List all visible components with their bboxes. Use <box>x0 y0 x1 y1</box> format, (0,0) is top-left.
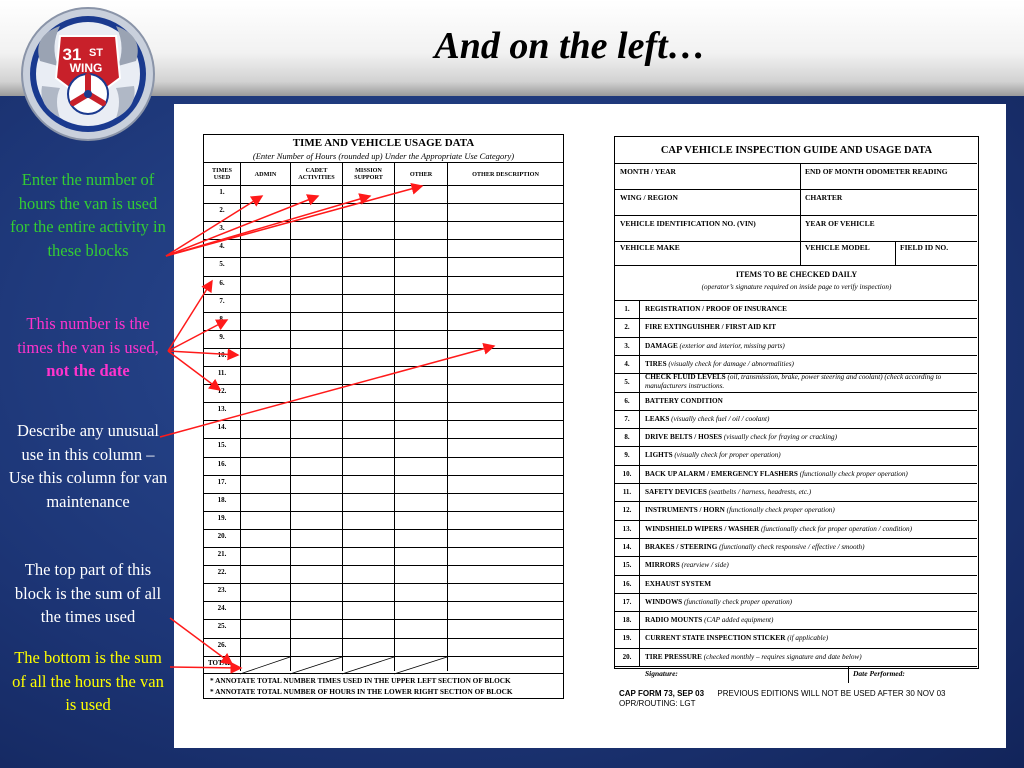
note-times-used-text: This number is the times the van is used, <box>17 314 159 357</box>
col-header-other: OTHER <box>395 163 448 185</box>
usage-row <box>204 457 563 475</box>
item-label: SAFETY DEVICES <box>645 488 707 496</box>
total-diagonals <box>204 657 563 675</box>
note-hours-blocks: Enter the number of hours the van is used for the entire activity in these blocks <box>10 170 166 260</box>
field-charter: CHARTER <box>805 193 843 202</box>
item-divider <box>615 666 977 667</box>
item-hint: (if applicable) <box>787 634 829 643</box>
usage-row <box>204 402 563 420</box>
item-hint: (visually check for damage / abnormalities) <box>668 359 794 368</box>
note-bottom-hours-sum: The bottom is the sum of all the hours the van is used <box>12 648 164 714</box>
item-divider <box>615 428 977 429</box>
row-number: 15. <box>217 441 227 450</box>
usage-row <box>204 493 563 511</box>
usage-row <box>204 330 563 348</box>
usage-form-footnotes <box>210 675 513 697</box>
usage-row <box>204 565 563 583</box>
note-describe-unusual-use: Describe any unusual use in this column – Use this column for van maintenance <box>8 421 168 511</box>
col-divider <box>342 163 343 671</box>
usage-row <box>204 221 563 239</box>
row-number: 1. <box>219 188 225 196</box>
daily-check-title: ITEMS TO BE CHECKED DAILY <box>735 270 858 279</box>
item-divider <box>615 318 977 319</box>
row-number: 16. <box>217 459 227 468</box>
usage-row <box>204 185 563 203</box>
signature-label: Signature: <box>645 669 678 678</box>
item-hint: (rearview / side) <box>681 561 729 570</box>
row-number: 5. <box>219 260 225 269</box>
row-number: 21. <box>217 550 227 558</box>
item-hint: (visually check fuel / oil / coolant) <box>671 414 770 423</box>
inspection-item <box>645 451 970 460</box>
row-number: 7. <box>219 296 225 305</box>
form-number-footer <box>619 689 945 698</box>
item-divider <box>615 483 977 484</box>
item-hint: (CAP added equipment) <box>704 616 774 625</box>
item-hint: (exterior and interior, missing parts) <box>679 341 785 350</box>
usage-row <box>204 619 563 637</box>
usage-row <box>204 239 563 257</box>
item-number: 20. <box>622 652 632 661</box>
item-label: DRIVE BELTS / HOSES <box>645 433 723 442</box>
inspection-item <box>645 543 970 552</box>
usage-row <box>204 312 563 330</box>
item-divider <box>615 446 977 447</box>
logo-number: 31 <box>62 45 82 64</box>
item-number: 7. <box>624 414 630 423</box>
item-divider <box>615 410 977 411</box>
row-number: 10. <box>217 350 227 359</box>
usage-row <box>204 294 563 312</box>
item-label: EXHAUST SYSTEM <box>645 579 711 588</box>
item-hint: (oil, transmission, brake, power steering and coolant) (check according to manufacturers instructions. <box>645 373 942 390</box>
usage-row <box>204 438 563 456</box>
item-number: 5. <box>624 378 630 387</box>
item-label: TIRE PRESSURE <box>645 652 702 661</box>
row-number: 4. <box>219 242 225 251</box>
item-number: 16. <box>622 579 632 588</box>
field-wing-region: WING / REGION <box>620 193 678 202</box>
item-label: INSTRUMENTS / HORN <box>645 506 725 515</box>
divider <box>848 667 849 683</box>
field-vin: VEHICLE IDENTIFICATION NO. (VIN) <box>620 219 756 228</box>
col-divider <box>240 163 241 671</box>
row-number: 11. <box>217 369 227 377</box>
item-label: CURRENT STATE INSPECTION STICKER <box>645 634 786 643</box>
row-number: 8. <box>219 314 225 323</box>
col-divider <box>447 163 448 671</box>
item-label: TIRES <box>645 359 667 368</box>
note-times-used-emphasis: not the date <box>46 361 130 380</box>
usage-row <box>204 203 563 221</box>
note-times-used <box>8 312 168 383</box>
item-label: BATTERY CONDITION <box>645 396 723 405</box>
field-odometer: END OF MONTH ODOMETER READING <box>805 167 948 176</box>
inspection-item <box>645 342 970 351</box>
usage-table <box>204 162 563 671</box>
item-hint: (functionally check proper operation) <box>799 469 908 478</box>
field-field-id: FIELD ID NO. <box>900 243 949 252</box>
item-divider <box>615 520 977 521</box>
item-number: 9. <box>624 451 630 460</box>
usage-row <box>204 475 563 493</box>
col-header-times-used: TIMES USED <box>204 163 241 185</box>
field-month-year: MONTH / YEAR <box>620 167 676 176</box>
item-number: 10. <box>622 469 632 478</box>
row-number: 26. <box>217 640 227 649</box>
item-number: 2. <box>624 323 630 332</box>
item-hint: (visually check for fraying or cracking) <box>723 433 838 442</box>
row-number: 23. <box>217 586 227 595</box>
item-label: DAMAGE <box>645 341 678 350</box>
item-divider <box>615 556 977 557</box>
item-hint: (functionally check proper operation) <box>683 597 793 606</box>
row-number: 13. <box>217 405 227 414</box>
item-divider <box>615 538 977 539</box>
usage-row <box>204 366 563 384</box>
time-vehicle-usage-form <box>203 134 564 699</box>
col-header-cadet-activities: CADET ACTIVITIES <box>291 163 343 185</box>
item-label: LIGHTS <box>645 451 673 460</box>
divider <box>615 265 977 266</box>
divider <box>895 241 896 265</box>
inspection-item <box>645 373 970 390</box>
divider <box>615 241 977 242</box>
item-divider <box>615 392 977 393</box>
usage-row <box>204 348 563 366</box>
item-label: REGISTRATION / PROOF OF INSURANCE <box>645 305 787 313</box>
item-number: 13. <box>622 524 632 533</box>
inspection-item <box>645 525 970 534</box>
divider <box>800 163 801 265</box>
row-number: 17. <box>217 477 227 486</box>
inspection-item <box>645 488 970 497</box>
field-model: VEHICLE MODEL <box>805 243 870 252</box>
item-number: 18. <box>622 616 632 625</box>
item-label: FIRE EXTINGUISHER / FIRST AID KIT <box>645 323 777 332</box>
item-divider <box>615 629 977 630</box>
col-header-mission-support: MISSION SUPPORT <box>343 163 395 185</box>
row-number: 3. <box>219 224 225 233</box>
item-number: 3. <box>624 341 630 350</box>
usage-row <box>204 583 563 601</box>
divider <box>615 189 977 190</box>
item-number: 6. <box>624 396 630 405</box>
opr-routing: OPR/ROUTING: LGT <box>619 699 696 708</box>
col-header-admin: ADMIN <box>241 163 291 185</box>
item-label: BACK UP ALARM / EMERGENCY FLASHERS <box>645 469 798 478</box>
inspection-item <box>645 360 970 369</box>
col-divider <box>290 163 291 671</box>
item-number: 1. <box>624 305 630 313</box>
item-divider <box>615 355 977 356</box>
inspection-item <box>645 634 970 643</box>
wing-logo <box>20 6 156 142</box>
logo-word: WING <box>69 61 103 75</box>
item-number: 14. <box>622 542 632 551</box>
item-hint: (checked monthly – requires signature and date below) <box>703 652 862 661</box>
usage-row <box>204 547 563 565</box>
row-number: 9. <box>219 332 225 341</box>
inspection-item <box>645 397 970 406</box>
usage-row <box>204 420 563 438</box>
inspection-form-title: CAP VEHICLE INSPECTION GUIDE AND USAGE DATA <box>660 145 933 156</box>
item-hint: (functionally check for proper operation / condition) <box>760 524 913 533</box>
inspection-item <box>645 506 970 515</box>
item-number: 4. <box>624 359 630 368</box>
logo-suffix: ST <box>88 47 104 59</box>
item-divider <box>615 648 977 649</box>
item-hint: (visually check for proper operation) <box>674 451 781 460</box>
usage-row <box>204 511 563 529</box>
slide-title: And on the left… <box>434 25 706 67</box>
inspection-item <box>645 415 970 424</box>
divider <box>639 300 640 667</box>
inspection-item <box>645 433 970 442</box>
usage-row <box>204 276 563 294</box>
usage-row <box>204 257 563 275</box>
inspection-item <box>645 323 970 332</box>
inspection-item <box>645 616 970 625</box>
inspection-item <box>645 580 970 589</box>
divider <box>615 215 977 216</box>
divider <box>615 163 977 164</box>
item-number: 15. <box>622 561 632 570</box>
row-number: 14. <box>217 423 227 432</box>
inspection-item <box>645 305 970 314</box>
col-header-other-description: OTHER DESCRIPTION <box>472 170 539 178</box>
item-label: WINDOWS <box>645 597 683 606</box>
total-row <box>204 656 563 674</box>
editions-notice: PREVIOUS EDITIONS WILL NOT BE USED AFTER 30 NOV 03 <box>717 689 946 698</box>
form-number: CAP FORM 73, SEP 03 <box>619 689 705 698</box>
total-label: TOTAL <box>208 658 232 667</box>
field-make: VEHICLE MAKE <box>620 243 680 252</box>
item-label: MIRRORS <box>645 561 680 570</box>
item-hint: (seatbelts / harness, headrests, etc.) <box>708 488 812 496</box>
item-label: RADIO MOUNTS <box>645 616 703 625</box>
row-number: 6. <box>219 278 225 287</box>
col-divider <box>394 163 395 671</box>
item-divider <box>615 300 977 301</box>
vehicle-inspection-form <box>614 136 979 678</box>
row-number: 19. <box>217 513 227 522</box>
inspection-item <box>645 653 970 662</box>
date-performed-label: Date Performed: <box>853 669 905 678</box>
item-divider <box>615 465 977 466</box>
inspection-item <box>645 470 970 479</box>
row-number: 18. <box>217 495 227 504</box>
item-label: LEAKS <box>645 414 670 423</box>
row-number: 24. <box>217 604 227 613</box>
item-divider <box>615 575 977 576</box>
inspection-item <box>645 561 970 570</box>
usage-row <box>204 638 563 656</box>
usage-form-title: TIME AND VEHICLE USAGE DATA <box>292 137 475 149</box>
item-number: 12. <box>622 506 632 515</box>
footnote-hours: * ANNOTATE TOTAL NUMBER OF HOURS IN THE LOWER RIGHT SECTION OF BLOCK <box>210 687 513 696</box>
item-divider <box>615 593 977 594</box>
row-number: 12. <box>217 387 227 396</box>
usage-row <box>204 601 563 619</box>
footnote-times: * ANNOTATE TOTAL NUMBER TIMES USED IN THE UPPER LEFT SECTION OF BLOCK <box>210 676 511 685</box>
row-number: 25. <box>217 622 227 631</box>
daily-check-subtitle: (operator’s signature required on inside page to verify inspection) <box>701 283 892 291</box>
row-number: 2. <box>219 206 225 215</box>
item-number: 11. <box>622 488 632 496</box>
item-divider <box>615 337 977 338</box>
row-number: 20. <box>217 531 227 540</box>
usage-row <box>204 384 563 402</box>
note-top-part-sum: The top part of this block is the sum of all the times used <box>14 560 162 626</box>
item-hint: (functionally check proper operation) <box>726 506 835 515</box>
field-year: YEAR OF VEHICLE <box>805 219 875 228</box>
item-label: WINDSHIELD WIPERS / WASHER <box>645 524 760 533</box>
item-number: 8. <box>624 433 630 442</box>
item-hint: (functionally check responsive / effective / smooth) <box>719 542 865 551</box>
usage-form-subtitle: (Enter Number of Hours (rounded up) Under the Appropriate Use Category) <box>252 151 515 161</box>
row-number: 22. <box>217 568 227 577</box>
item-divider <box>615 501 977 502</box>
item-number: 19. <box>622 634 632 643</box>
item-divider <box>615 611 977 612</box>
inspection-item <box>645 598 970 607</box>
usage-row <box>204 529 563 547</box>
item-label: CHECK FLUID LEVELS <box>645 373 726 382</box>
item-label: BRAKES / STEERING <box>645 542 718 551</box>
item-number: 17. <box>622 597 632 606</box>
